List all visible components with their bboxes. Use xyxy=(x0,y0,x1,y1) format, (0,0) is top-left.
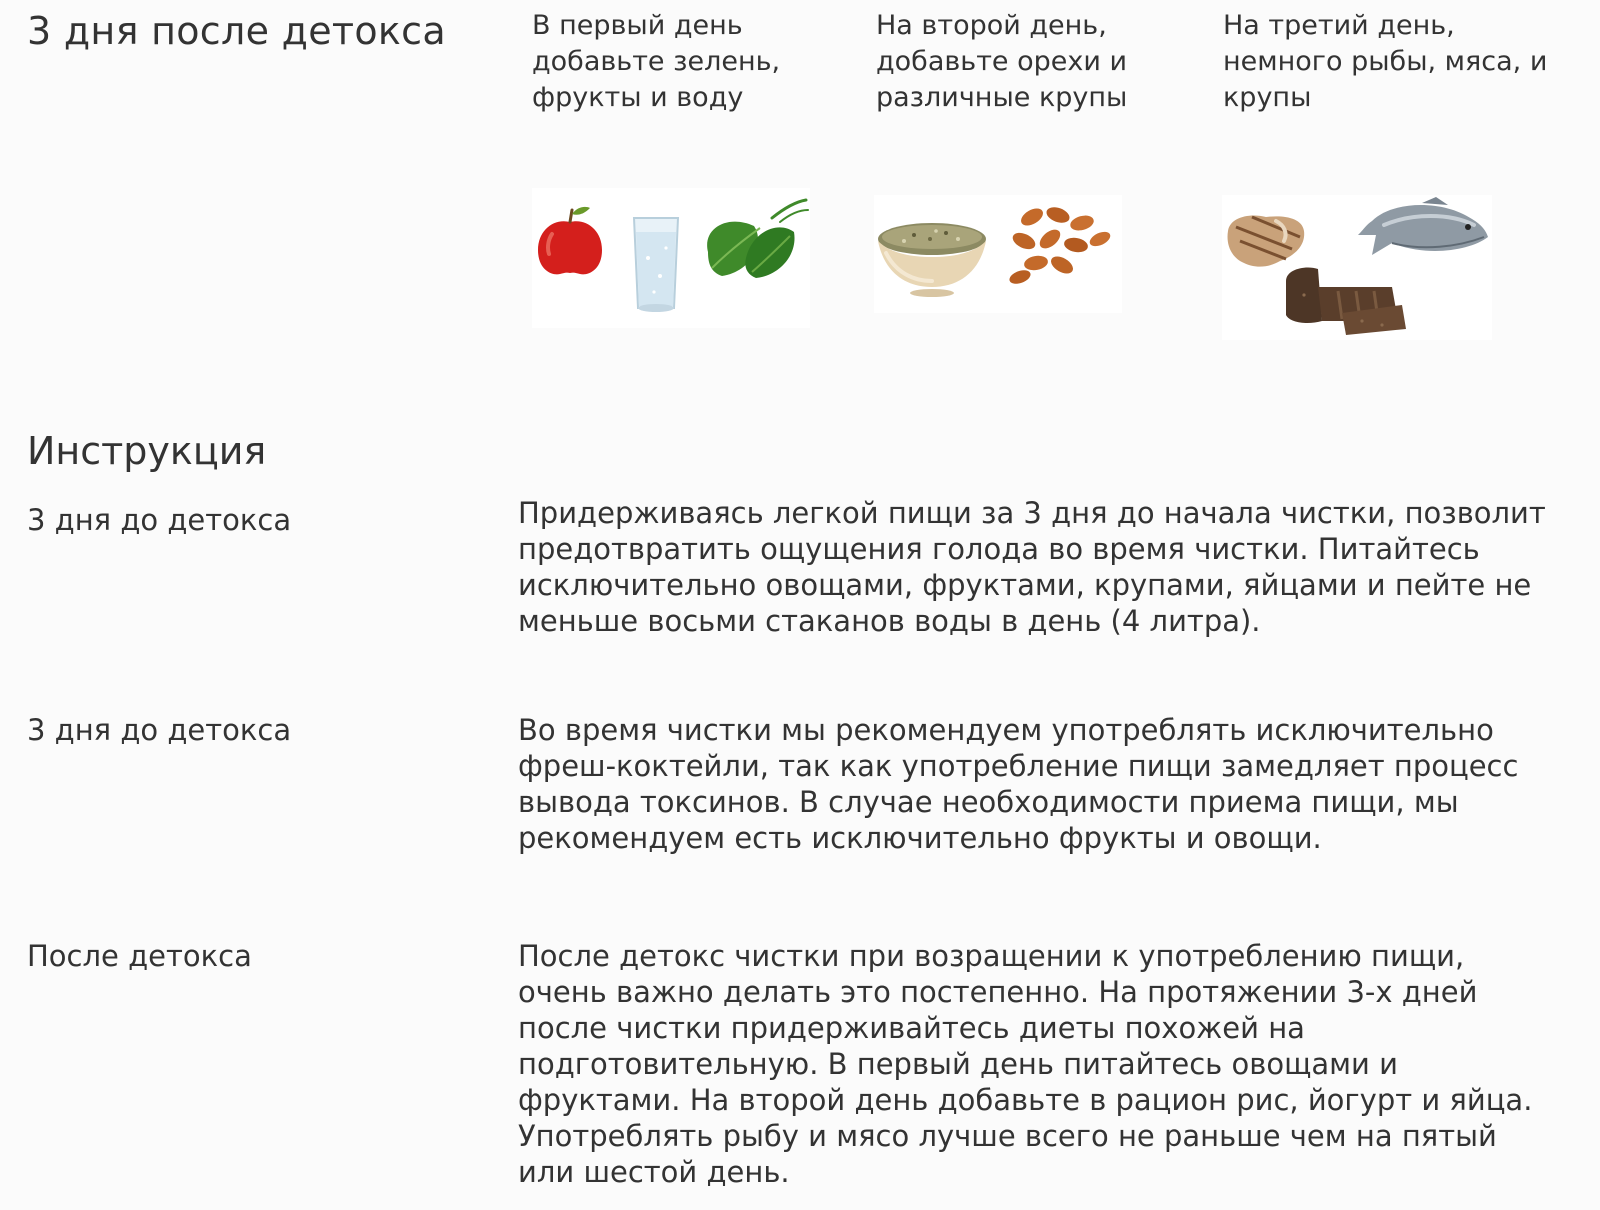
day-1-image xyxy=(532,188,810,328)
day-3-text: На третий день, немного рыбы, мяса, и крупы xyxy=(1223,10,1548,113)
bread-icon xyxy=(1286,268,1406,336)
page-title: 3 дня после детокса xyxy=(27,9,446,53)
day-1-text: В первый день добавьте зелень, фрукты и воду xyxy=(532,10,781,113)
day-2-text: На второй день, добавьте орехи и различные крупы xyxy=(876,10,1128,113)
instruction-text: Придерживаясь легкой пищи за 3 дня до начала чистки, позволит предотвратить ощущения голода во время чистки. Питайтесь исключительно овощами, фруктами, крупами, яйцами и пейте не меньше восьми стаканов воды в день (4 литра). xyxy=(518,496,1546,638)
instruction-label: После детокса xyxy=(27,939,252,973)
day-3-image xyxy=(1222,195,1492,340)
apple-icon xyxy=(538,207,602,274)
grain-bowl-icon xyxy=(878,223,986,297)
meat-icon xyxy=(1228,216,1305,267)
instructions-title: Инструкция xyxy=(27,429,267,473)
spinach-icon xyxy=(707,200,808,278)
instruction-text: Во время чистки мы рекомендуем употреблять исключительно фреш-коктейли, так как употребление пищи замедляет процесс вывода токсинов. В случае необходимости приема пищи, мы рекомендуем есть исключительно фрукты и овощи. xyxy=(518,713,1519,855)
instruction-text: После детокс чистки при возращении к употреблению пищи, очень важно делать это постепенно. На протяжении 3-х дней после чистки придерживайтесь диеты похожей на подготовительную. В первый день питайтесь овощами и фруктами. На второй день добавьте в рацион рис, йогурт и яйца. Употреблять рыбу и мясо лучше всего не раньше чем на пятый или шестой день. xyxy=(518,939,1533,1189)
instruction-label: 3 дня до детокса xyxy=(27,713,292,747)
day-2-image xyxy=(874,195,1122,313)
almonds-icon xyxy=(1008,204,1113,286)
fish-icon xyxy=(1358,197,1488,255)
water-glass-icon xyxy=(634,218,678,312)
instruction-label: 3 дня до детокса xyxy=(27,503,292,537)
